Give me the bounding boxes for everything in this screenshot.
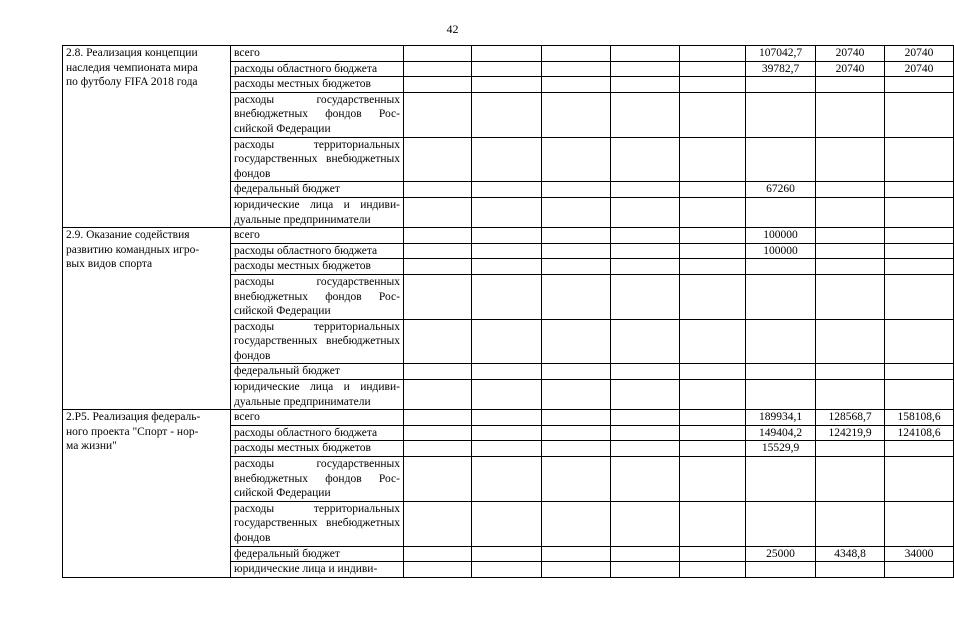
empty-cell [404,364,472,380]
budget-value-1 [746,77,816,93]
funding-source-label: всего [231,228,404,244]
page-number: 42 [446,22,459,36]
empty-cell [542,380,611,410]
budget-value-1: 15529,9 [746,441,816,457]
budget-value-2: 128568,7 [816,410,885,426]
budget-value-3 [885,259,954,275]
empty-cell [611,182,680,198]
empty-cell [680,425,746,441]
empty-cell [680,92,746,137]
empty-cell [404,92,472,137]
empty-cell [680,77,746,93]
empty-cell [472,562,542,578]
empty-cell [611,259,680,275]
measure-name: 2.Р5. Реализация федераль- ного проекта "Спорт - нор- ма жизни" [63,410,231,578]
empty-cell [404,425,472,441]
empty-cell [472,546,542,562]
empty-cell [472,137,542,182]
empty-cell [404,259,472,275]
budget-value-2 [816,364,885,380]
budget-value-1 [746,197,816,227]
empty-cell [472,46,542,62]
empty-cell [542,259,611,275]
budget-value-3 [885,182,954,198]
empty-cell [680,137,746,182]
budget-value-2 [816,137,885,182]
budget-table [62,45,954,578]
empty-cell [404,137,472,182]
empty-cell [542,364,611,380]
empty-cell [680,441,746,457]
empty-cell [611,501,680,546]
budget-value-2 [816,380,885,410]
empty-cell [611,546,680,562]
funding-source-label: расходы областного бюджета [231,425,404,441]
budget-value-1 [746,92,816,137]
empty-cell [611,46,680,62]
empty-cell [542,457,611,502]
empty-cell [542,46,611,62]
funding-source-label: расходы местных бюджетов [231,77,404,93]
empty-cell [542,197,611,227]
empty-cell [680,410,746,426]
empty-cell [680,457,746,502]
empty-cell [472,61,542,77]
budget-value-3 [885,380,954,410]
funding-source-label: расходы территориальных государственных внебюджетных фондов [231,501,404,546]
empty-cell [404,441,472,457]
empty-cell [680,243,746,259]
budget-value-1: 39782,7 [746,61,816,77]
budget-value-3: 158108,6 [885,410,954,426]
budget-value-2 [816,274,885,319]
empty-cell [404,457,472,502]
budget-value-2 [816,259,885,275]
table-row [63,228,954,244]
budget-value-3 [885,228,954,244]
budget-value-2 [816,501,885,546]
empty-cell [404,562,472,578]
empty-cell [680,259,746,275]
empty-cell [680,380,746,410]
budget-value-1: 107042,7 [746,46,816,62]
budget-value-3 [885,441,954,457]
measure-name: 2.8. Реализация концепции наследия чемпионата мира по футболу FIFA 2018 года [63,46,231,228]
empty-cell [472,182,542,198]
budget-value-1: 25000 [746,546,816,562]
empty-cell [680,197,746,227]
budget-value-3: 20740 [885,46,954,62]
empty-cell [472,77,542,93]
empty-cell [472,243,542,259]
budget-value-1 [746,319,816,364]
budget-value-2 [816,319,885,364]
funding-source-label: расходы областного бюджета [231,61,404,77]
empty-cell [611,243,680,259]
empty-cell [611,197,680,227]
empty-cell [542,410,611,426]
empty-cell [472,380,542,410]
funding-source-label: федеральный бюджет [231,546,404,562]
funding-source-label: расходы территориальных государственных внебюджетных фондов [231,137,404,182]
empty-cell [611,364,680,380]
empty-cell [404,197,472,227]
empty-cell [404,228,472,244]
empty-cell [472,501,542,546]
empty-cell [404,410,472,426]
empty-cell [680,562,746,578]
budget-value-1 [746,364,816,380]
empty-cell [472,457,542,502]
table-row [63,46,954,62]
funding-source-label: расходы государственных внебюджетных фондов Российской Федерации [231,92,404,137]
empty-cell [611,457,680,502]
budget-value-3 [885,501,954,546]
funding-source-label: расходы местных бюджетов [231,259,404,275]
empty-cell [680,61,746,77]
empty-cell [680,182,746,198]
table-row [63,410,954,426]
budget-value-2 [816,457,885,502]
empty-cell [611,92,680,137]
funding-source-label: федеральный бюджет [231,182,404,198]
empty-cell [542,61,611,77]
empty-cell [542,274,611,319]
budget-value-1: 149404,2 [746,425,816,441]
empty-cell [542,425,611,441]
funding-source-label: расходы территориальных государственных внебюджетных фондов [231,319,404,364]
empty-cell [472,441,542,457]
funding-source-label: юридические лица и индивидуальные предприниматели [231,380,404,410]
empty-cell [472,228,542,244]
budget-value-3 [885,92,954,137]
budget-value-3: 124108,6 [885,425,954,441]
budget-value-2 [816,182,885,198]
budget-value-1: 100000 [746,228,816,244]
empty-cell [472,197,542,227]
budget-value-3 [885,319,954,364]
budget-value-3 [885,562,954,578]
budget-value-1 [746,380,816,410]
funding-source-label: расходы государственных внебюджетных фондов Российской Федерации [231,274,404,319]
empty-cell [542,228,611,244]
empty-cell [542,441,611,457]
budget-value-2: 4348,8 [816,546,885,562]
empty-cell [611,137,680,182]
budget-value-1 [746,274,816,319]
empty-cell [542,562,611,578]
funding-source-label: всего [231,410,404,426]
budget-value-3 [885,243,954,259]
empty-cell [611,228,680,244]
budget-value-3 [885,197,954,227]
empty-cell [611,425,680,441]
empty-cell [542,546,611,562]
budget-value-3 [885,77,954,93]
empty-cell [542,319,611,364]
empty-cell [472,425,542,441]
empty-cell [404,46,472,62]
empty-cell [680,546,746,562]
empty-cell [404,243,472,259]
empty-cell [542,77,611,93]
funding-source-label: юридические лица и индиви- [231,562,404,578]
empty-cell [472,410,542,426]
funding-source-label: юридические лица и индивидуальные предприниматели [231,197,404,227]
budget-value-1: 100000 [746,243,816,259]
budget-value-3 [885,137,954,182]
funding-source-label: всего [231,46,404,62]
budget-value-3 [885,364,954,380]
empty-cell [611,410,680,426]
empty-cell [404,182,472,198]
empty-cell [680,228,746,244]
empty-cell [472,364,542,380]
budget-value-2: 20740 [816,46,885,62]
empty-cell [542,137,611,182]
empty-cell [611,441,680,457]
empty-cell [404,319,472,364]
budget-value-2 [816,243,885,259]
empty-cell [611,380,680,410]
empty-cell [542,92,611,137]
funding-source-label: расходы государственных внебюджетных фондов Российской Федерации [231,457,404,502]
empty-cell [611,77,680,93]
budget-value-1 [746,259,816,275]
empty-cell [680,274,746,319]
empty-cell [680,319,746,364]
empty-cell [611,562,680,578]
empty-cell [472,319,542,364]
budget-value-2: 20740 [816,61,885,77]
budget-value-3: 34000 [885,546,954,562]
empty-cell [611,274,680,319]
empty-cell [680,501,746,546]
budget-value-2 [816,197,885,227]
budget-value-2 [816,228,885,244]
budget-value-2 [816,562,885,578]
budget-value-2: 124219,9 [816,425,885,441]
empty-cell [542,501,611,546]
budget-value-1: 189934,1 [746,410,816,426]
empty-cell [472,92,542,137]
empty-cell [472,274,542,319]
budget-value-1 [746,137,816,182]
budget-value-1 [746,457,816,502]
empty-cell [404,77,472,93]
empty-cell [472,259,542,275]
empty-cell [680,364,746,380]
budget-value-2 [816,77,885,93]
budget-value-1 [746,562,816,578]
measure-name: 2.9. Оказание содействия развитию командных игро- вых видов спорта [63,228,231,410]
empty-cell [611,319,680,364]
funding-source-label: расходы местных бюджетов [231,441,404,457]
budget-value-3 [885,274,954,319]
budget-value-1 [746,501,816,546]
budget-value-2 [816,92,885,137]
empty-cell [404,501,472,546]
empty-cell [404,61,472,77]
empty-cell [542,243,611,259]
empty-cell [680,46,746,62]
budget-value-2 [816,441,885,457]
empty-cell [611,61,680,77]
budget-value-1: 67260 [746,182,816,198]
empty-cell [404,546,472,562]
funding-source-label: расходы областного бюджета [231,243,404,259]
empty-cell [404,380,472,410]
funding-source-label: федеральный бюджет [231,364,404,380]
empty-cell [404,274,472,319]
empty-cell [542,182,611,198]
budget-value-3: 20740 [885,61,954,77]
budget-value-3 [885,457,954,502]
